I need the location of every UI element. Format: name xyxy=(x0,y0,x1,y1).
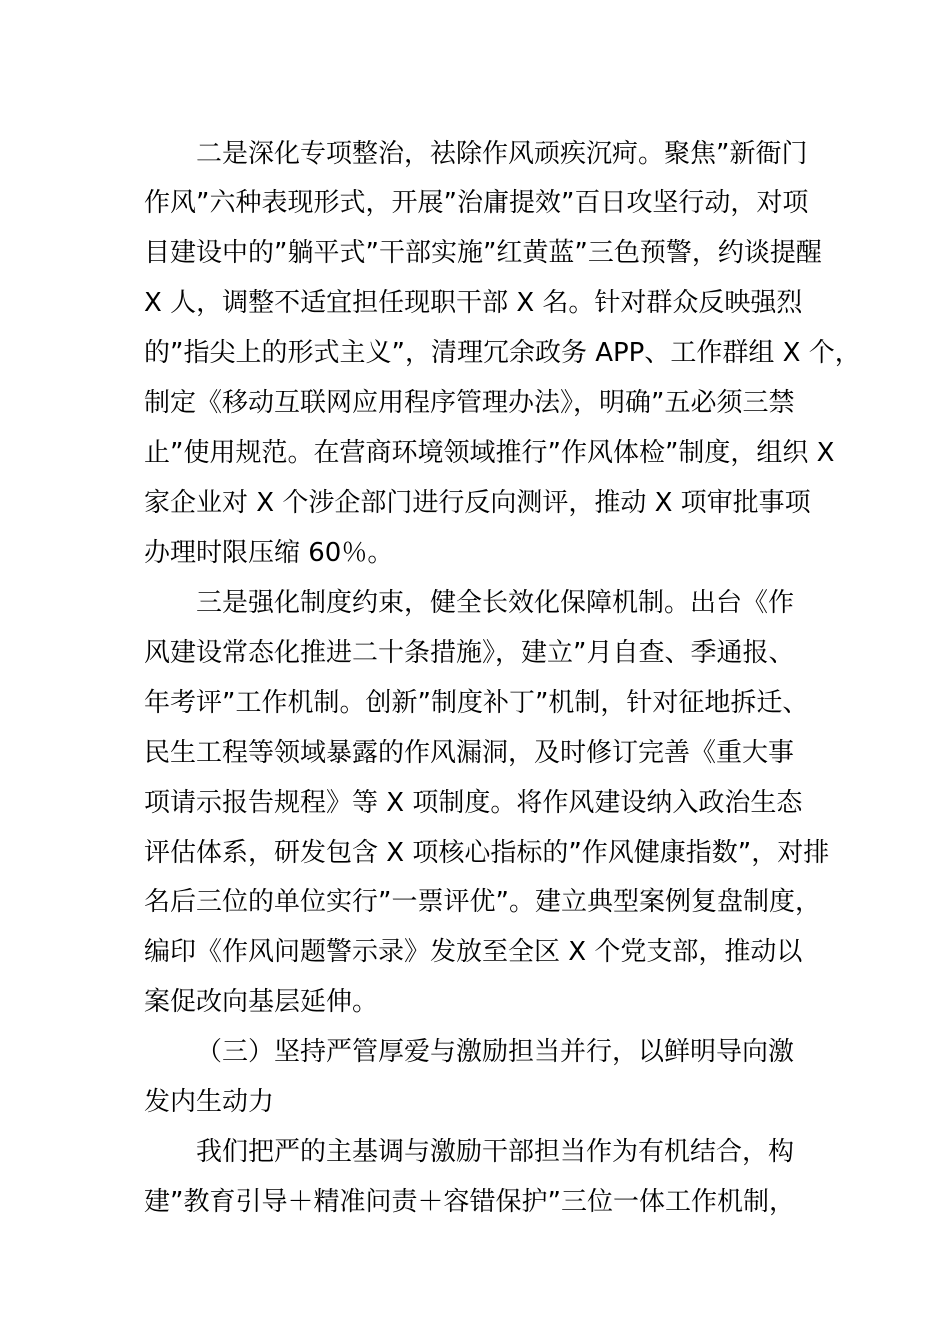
paragraph-line: 风建设常态化推进二十条措施》，建立”月自查、季通报、 xyxy=(144,638,795,668)
paragraph-line: 制定《移动互联网应用程序管理办法》，明确”五必须三禁 xyxy=(144,388,795,418)
paragraph-line: 三是强化制度约束，健全长效化保障机制。出台《作 xyxy=(196,588,795,618)
paragraph-line: 建”教育引导＋精准问责＋容错保护”三位一体工作机制， xyxy=(144,1187,795,1217)
paragraph-line: 编印《作风问题警示录》发放至全区 X 个党支部，推动以 xyxy=(144,937,803,967)
paragraph-line: 家企业对 X 个涉企部门进行反向测评，推动 X 项审批事项 xyxy=(144,488,811,518)
paragraph-line: 的”指尖上的形式主义”，清理冗余政务 APP、工作群组 X 个， xyxy=(144,338,861,368)
paragraph-line: 目建设中的”躺平式”干部实施”红黄蓝”三色预警，约谈提醒 xyxy=(144,238,822,268)
paragraph-line: X 人，调整不适宜担任现职干部 X 名。针对群众反映强烈 xyxy=(144,288,803,318)
paragraph-line: 民生工程等领域暴露的作风漏洞，及时修订完善《重大事 xyxy=(144,738,795,768)
paragraph-line: 办理时限压缩 60％。 xyxy=(144,538,394,568)
paragraph-line: 年考评”工作机制。创新”制度补丁”机制，针对征地拆迁、 xyxy=(144,688,809,718)
paragraph-line: 我们把严的主基调与激励干部担当作为有机结合，构 xyxy=(196,1137,795,1167)
paragraph-line: 名后三位的单位实行”一票评优”。建立典型案例复盘制度， xyxy=(144,887,821,917)
heading-line: （三）坚持严管厚爱与激励担当并行，以鲜明导向激 xyxy=(196,1037,795,1067)
paragraph-line: 止”使用规范。在营商环境领域推行”作风体检”制度，组织 X xyxy=(144,438,835,468)
paragraph-line: 项请示报告规程》等 X 项制度。将作风建设纳入政治生态 xyxy=(144,788,803,818)
paragraph-line: 评估体系，研发包含 X 项核心指标的”作风健康指数”，对排 xyxy=(144,838,830,868)
paragraph-line: 二是深化专项整治，祛除作风顽疾沉疴。聚焦”新衙门 xyxy=(196,139,808,169)
paragraph-line: 作风”六种表现形式，开展”治庸提效”百日攻坚行动，对项 xyxy=(144,188,809,218)
paragraph-line: 案促改向基层延伸。 xyxy=(144,987,379,1017)
heading-line: 发内生动力 xyxy=(144,1087,275,1117)
